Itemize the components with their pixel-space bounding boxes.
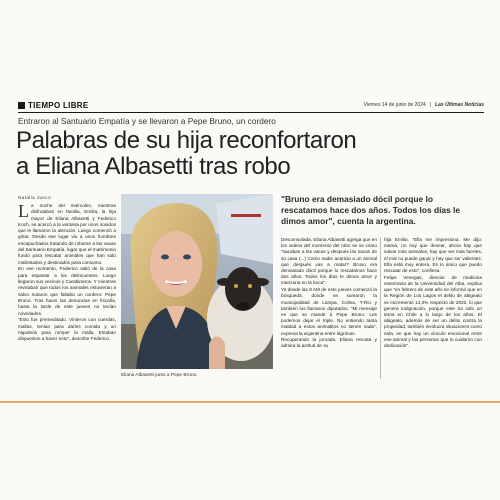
paragraph: hija Emilia. "Ella me impresiona. Me dijo: mamá, no hay que desear, ahora hay que salvar más animales, hay que ser más fuertes, el mal no puede ganar y hay que ser valientes. Ella está muy entera. Es lo único que puedo rescatar de esto", confiesa.	[384, 237, 482, 274]
drop-cap: L	[18, 201, 29, 221]
paragraph: Recuperando la jornada, Eliana rescata y admira la actitud de su	[281, 337, 377, 349]
article-column-left	[18, 203, 116, 343]
pull-quote: "Bruno era demasiado dócil porque lo rescatamos hace dos años. Todos los días le dimos amor", cuenta la argentina.	[281, 194, 461, 226]
dateline	[364, 102, 484, 108]
paragraph: Desconsolada, Eliana Albasetti agrega que en los videos del momento del robo se ve cómo "sacaban a las vacas y después las sacan de su casa (...) Como nadie acaricia a un animal que después vas a matar? Bruno era demasiado dócil porque lo rescatamos hace dos años. Todos los días le dimos amor y manzana en la boca".	[281, 237, 377, 286]
divider: |	[429, 102, 432, 108]
issue-date: Viernes 14 de junio de 2024	[363, 102, 426, 108]
photo-caption: Eliana Albasetti junto a Pepe Bruno.	[121, 373, 198, 378]
headline	[16, 128, 486, 180]
header-rule	[18, 112, 484, 113]
headline-line-1: Palabras de su hija reconfortaron	[16, 127, 357, 154]
paragraph: Ya desde las 8 AM de este jueves comenzó la búsqueda, donde se sumaron la municipalidad de Lampa, Colina, T-Rio y también los llamaron diputados. "Mi mensaje es que se mande a Pepe Bruno. Les podemos dejar el triple. No entiendo tanta maldad a estos animalitos no tienen nada", expresa la argentina entre lágrimas.	[281, 287, 377, 336]
section-name: TIEMPO LIBRE	[28, 100, 89, 110]
article-column-middle	[281, 237, 377, 350]
paragraph: La noche del miércoles, mientras disfrutaban en familia, Emilia, la hija mayor de Eliana Albasetti y Federico Koch, se acercó a la ventana por unos sonidos que le llamaron la atención. Luego comenzó a gritar. Desde ese lugar vio a unos hombres encapuchados tratando de robarse a las vacas del Santuario Empatía, lugar que el matrimonio fundó para rescatar animales que han sido maltratados y destinados para consumo.	[18, 201, 116, 265]
article-photo	[121, 194, 273, 369]
byline: Natalia Junco	[18, 195, 52, 200]
section-label	[18, 101, 89, 110]
column-divider	[380, 237, 381, 379]
photo-illustration	[121, 194, 273, 369]
paragraph: Felipe Venegas, director de medicina veterinaria de la Universidad del Alba, explica que "en febrero de este año se informó que en la Región de Los Lagos el delito de abigeato se incrementó 14,3% respecto de 2022, lo que genera indignación, porque este ha sido un tema en Chile a lo largo de los años. El abigeato, además de ser un delito contra la propiedad, también involucra situaciones como esta, en que hay un vínculo emocional entre ese animal y las personas que lo cuidaron con dedicación".	[384, 274, 482, 348]
page-header	[18, 99, 484, 111]
bottom-accent-rule	[0, 401, 500, 403]
headline-line-2: a Eliana Albasetti tras robo	[16, 153, 291, 180]
newspaper-name: Las Últimas Noticias	[435, 102, 484, 108]
section-square-icon	[18, 102, 25, 109]
paragraph: En ese momento, Federico salió de la casa para espantar a los delincuentes. Luego llegaron sus vecinos y Carabineros. Y mientras revisaban que todos los animales estuvieran a salvo notaron que faltaba un cordero: Pepe Bruno. Tras hacer las denuncias en fiscalía, hasta la tarde de este jueves no tenían novedades.	[18, 266, 116, 316]
paragraph: "Esto fue premeditado. Vinieron con cuerdas, mallas, tenían para darles comida y un napoleón para romper la malla. Estaban dispuestos a hacer esto", describe Federico.	[18, 317, 116, 342]
article-column-right	[384, 237, 482, 350]
kicker: Entraron al Santuario Empatía y se llevaron a Pepe Bruno, un cordero	[18, 116, 276, 126]
